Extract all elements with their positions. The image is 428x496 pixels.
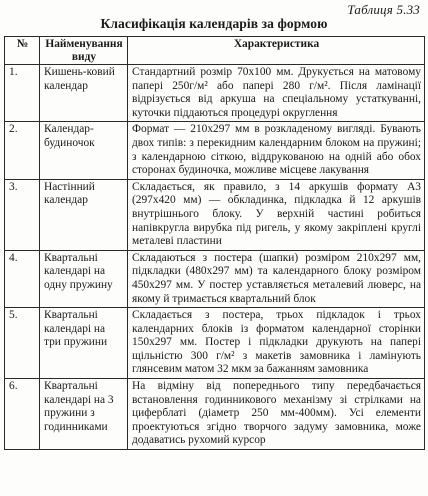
row-number: 4. [5,250,40,307]
row-description: Складається з постера, трьох підкладок і трьох календарних блоків із форматом календарної сторінки 150х297 мм. Постер і підкладки друкують на папері щільністю 300 г/м² з макетів замовника і ламінують глянсевим матом 32 мкм за бажанням замовника [128,308,425,379]
header-name: Найменування виду [40,37,128,65]
row-description: Складаються з постера (шапки) розміром 210х297 мм, підкладки (480х297 мм) та календарного блоку розміром 450х297 мм. У постер уставляється металевий люверс, на якому й тримається квартальний блок [128,250,425,307]
table-header-row [5,37,425,65]
row-description: На відміну від попереднього типу передбачається встановлення годинникового механізму зі стрілками на циферблаті (діаметр 250 мм-400мм). Усі елементи проектуються згідно творчого задуму замовника, може додаватись рухомий курсор [128,379,425,450]
row-name: Квартальні календарі на 3 пружини з годинниками [40,379,128,450]
row-number: 6. [5,379,40,450]
row-number: 2. [5,122,40,179]
row-name: Кишень-ковий календар [40,65,128,122]
row-name: Календар-будиночок [40,122,128,179]
row-name: Квартальні календарі на одну пружину [40,250,128,307]
row-name: Квартальні календарі на три пружини [40,308,128,379]
header-characteristic: Характеристика [128,37,425,65]
row-description: Формат — 210х297 мм в розкладеному вигляді. Бувають двох типів: з перекидним календарним блоком на пружині; з календарною сіткою, віддрукованою на одній або обох сторонах будиночка, можливе місцеве лакування [128,122,425,179]
table-row [5,308,425,379]
calendar-classification-table [4,36,425,450]
row-name: Настінний календар [40,179,128,250]
table-row [5,250,425,307]
row-description: Стандартний розмір 70х100 мм. Друкується на матовому папері 250г/м² або папері 280 г/м². Після ламінації відрізується від аркуша на спеціальному устаткуванні, куточки піддаються процедурі округлення [128,65,425,122]
table-row [5,179,425,250]
row-number: 5. [5,308,40,379]
table-row [5,65,425,122]
table-row [5,379,425,450]
table-row [5,122,425,179]
row-number: 3. [5,179,40,250]
table-number: Таблиця 5.33 [347,2,420,17]
header-number: № [5,37,40,65]
row-description: Складається, як правило, з 14 аркушів формату А3 (297х420 мм) — обкладинка, підкладка й 12 аркушів внутрішнього блоку. У верхній частині робиться напівкругла вирубка під ригель, у якому закріплені круглі металеві пластини [128,179,425,250]
table-title: Класифікація календарів за формою [100,16,328,31]
row-number: 1. [5,65,40,122]
